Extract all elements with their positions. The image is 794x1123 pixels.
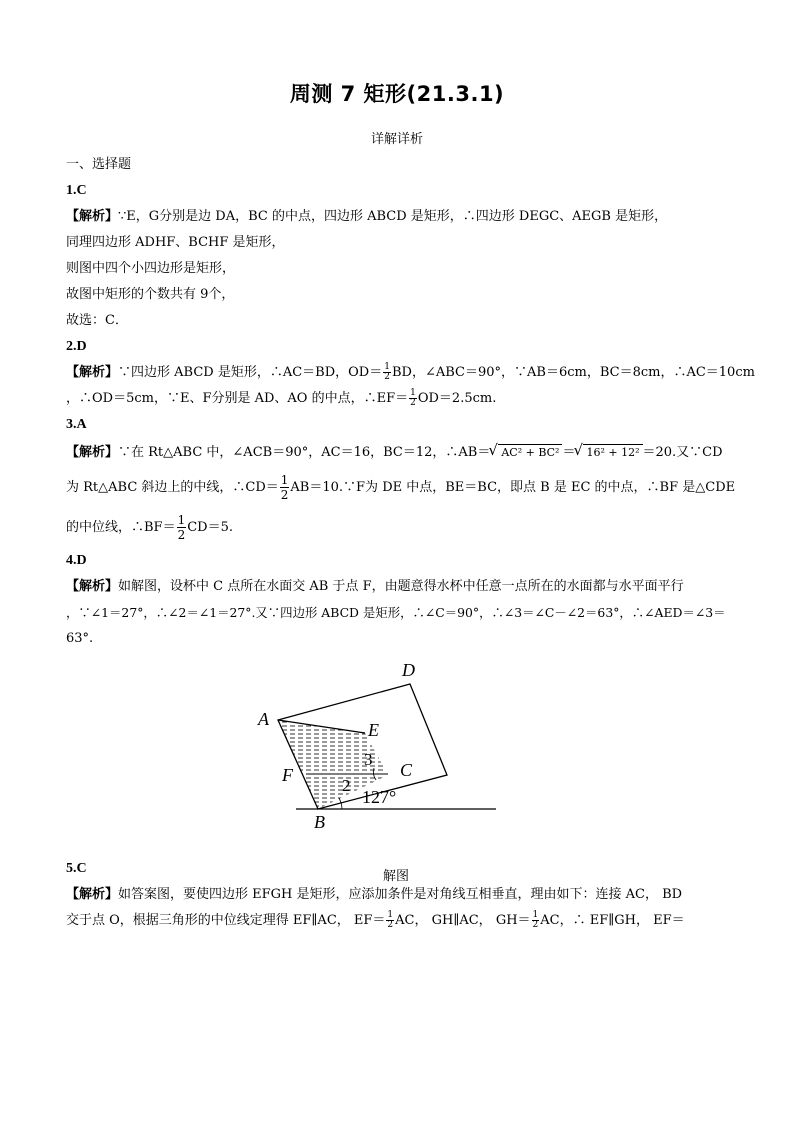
q3-text-1a: ∵在 Rt△ABC 中，∠ACB＝90°，AC＝16，BC＝12，∴AB＝ (118, 445, 491, 460)
question-1-answer (66, 178, 726, 204)
question-3-answer (66, 412, 726, 438)
q5-text-2a: 交于点 O，根据三角形的中位线定理得 EF∥AC， EF＝ (66, 913, 386, 928)
frac-denominator: 2 (384, 372, 390, 382)
frac-numerator: 1 (280, 473, 289, 487)
label-angle-3: 3 (364, 750, 373, 769)
q3-text-2a: 为 Rt△ABC 斜边上的中线，∴CD＝ (66, 480, 279, 495)
q5-answer: C (76, 861, 87, 876)
q1-text-1: ∵E，G分别是边 DA，BC 的中点，四边形 ABCD 是矩形，∴四边形 DEGC、AEGB 是矩形， (118, 209, 668, 224)
q4-line-2: ，∵∠1＝27°，∴∠2＝∠1＝27°.又∵四边形 ABCD 是矩形，∴∠C＝90°，∴∠3＝∠C－∠2＝63°，∴∠AED＝∠3＝ (66, 605, 726, 620)
q3-fraction-1 (280, 473, 290, 502)
q3-fraction-2 (177, 513, 187, 542)
q2-number: 2. (66, 339, 77, 354)
q3-number: 3. (66, 417, 77, 432)
frac-denominator: 2 (387, 920, 394, 930)
page-title: 周测 7 矩形(21.3.1) (289, 82, 505, 106)
question-2-answer (66, 334, 726, 360)
q3-sqrt-2: √ 16² + 12² (583, 444, 642, 460)
q5-tag: 【解析】 (66, 887, 119, 902)
q1-line-1 (66, 204, 726, 230)
q2-answer: D (76, 339, 87, 354)
frac-denominator: 2 (177, 528, 186, 542)
q4-tag: 【解析】 (66, 579, 119, 594)
frac-numerator: 1 (177, 513, 186, 527)
q5-text-1: 如答案图，要使四边形 EFGH 是矩形，应添加条件是对角线互相垂直，理由如下：连接 AC， BD (118, 887, 683, 902)
q3-text-3b: CD＝5. (187, 520, 233, 535)
q3-eq: ＝ (562, 445, 576, 460)
label-f: F (282, 765, 293, 785)
label-angle-2: 2 (342, 776, 351, 795)
q3-line-3 (66, 508, 726, 548)
label-b: B (314, 812, 325, 832)
q5-fraction-1 (386, 911, 394, 930)
frac-denominator: 2 (532, 920, 539, 930)
frac-numerator: 1 (384, 362, 390, 372)
q1-number: 1. (66, 183, 77, 198)
q1-line-2: 同理四边形 ADHF、BCHF 是矩形， (66, 235, 285, 250)
q2-line-2 (66, 386, 726, 412)
q3-answer: A (76, 417, 87, 432)
q1-tag: 【解析】 (66, 209, 119, 224)
label-c: C (400, 760, 413, 780)
frac-numerator: 1 (532, 910, 539, 920)
q2-fraction-2 (409, 389, 417, 408)
q5-fraction-2 (532, 911, 540, 930)
q2-text-2a: ，∴OD＝5cm，∵E、F分别是 AD、AO 的中点，∴EF＝ (66, 391, 409, 406)
frac-denominator: 2 (280, 488, 289, 502)
q1-line-5: 故选：C． (66, 313, 128, 328)
frac-denominator: 2 (410, 398, 416, 408)
q4-line-3: 63°. (66, 631, 94, 646)
q1-line-4: 故图中矩形的个数共有 9个， (66, 287, 235, 302)
q2-text-2b: OD＝2.5cm. (417, 391, 497, 406)
q5-number: 5. (66, 861, 77, 876)
q1-answer: C (76, 183, 87, 198)
q2-tag: 【解析】 (66, 365, 119, 380)
q2-fraction-1 (383, 363, 391, 382)
q3-text-2b: AB＝10.∵F为 DE 中点，BE＝BC，即点 B 是 EC 的中点，∴BF 是△CDE (290, 480, 736, 495)
figure-caption: 解图 (382, 869, 409, 884)
q4-number: 4. (66, 553, 77, 568)
page-subtitle: 详解详析 (370, 132, 423, 147)
q4-line-1 (66, 574, 726, 600)
label-e: E (368, 720, 379, 740)
label-d: D (402, 660, 415, 680)
q5-line-2 (66, 908, 726, 934)
q3-text-1b: ＝20.又∵CD (642, 445, 723, 460)
question-4-answer (66, 548, 726, 574)
frac-numerator: 1 (410, 388, 416, 398)
q1-line-3: 则图中四个小四边形是矩形， (66, 261, 236, 276)
q5-text-2b: AC， GH∥AC， GH＝ (395, 913, 531, 928)
q4-text-1: 如解图，设杯中 C 点所在水面交 AB 于点 F，由题意得水杯中任意一点所在的水面都与水平面平行 (118, 579, 684, 594)
answer-content (66, 152, 755, 934)
q4-answer: D (76, 553, 87, 568)
q3-line-1 (66, 438, 726, 468)
frac-numerator: 1 (387, 910, 394, 920)
label-a: A (258, 709, 269, 729)
q3-tag: 【解析】 (66, 445, 119, 460)
q2-text-1b: BD，∠ABC＝90°，∵AB＝6cm，BC＝8cm，∴AC＝10cm (391, 365, 755, 380)
q3-sqrt-1: √ AC² + BC² (498, 444, 562, 460)
q3-line-2 (66, 468, 736, 508)
solution-figure (66, 652, 726, 884)
label-angle-127: 127° (362, 787, 397, 807)
section-heading: 一、选择题 (66, 157, 132, 172)
geometry-diagram (66, 652, 726, 852)
q2-text-1a: ∵四边形 ABCD 是矩形，∴AC＝BD，OD＝ (118, 365, 383, 380)
q3-text-3a: 的中位线，∴BF＝ (66, 520, 176, 535)
q5-text-2c: AC，∴ EF∥GH， EF＝ (540, 913, 685, 928)
q2-line-1 (66, 360, 755, 386)
